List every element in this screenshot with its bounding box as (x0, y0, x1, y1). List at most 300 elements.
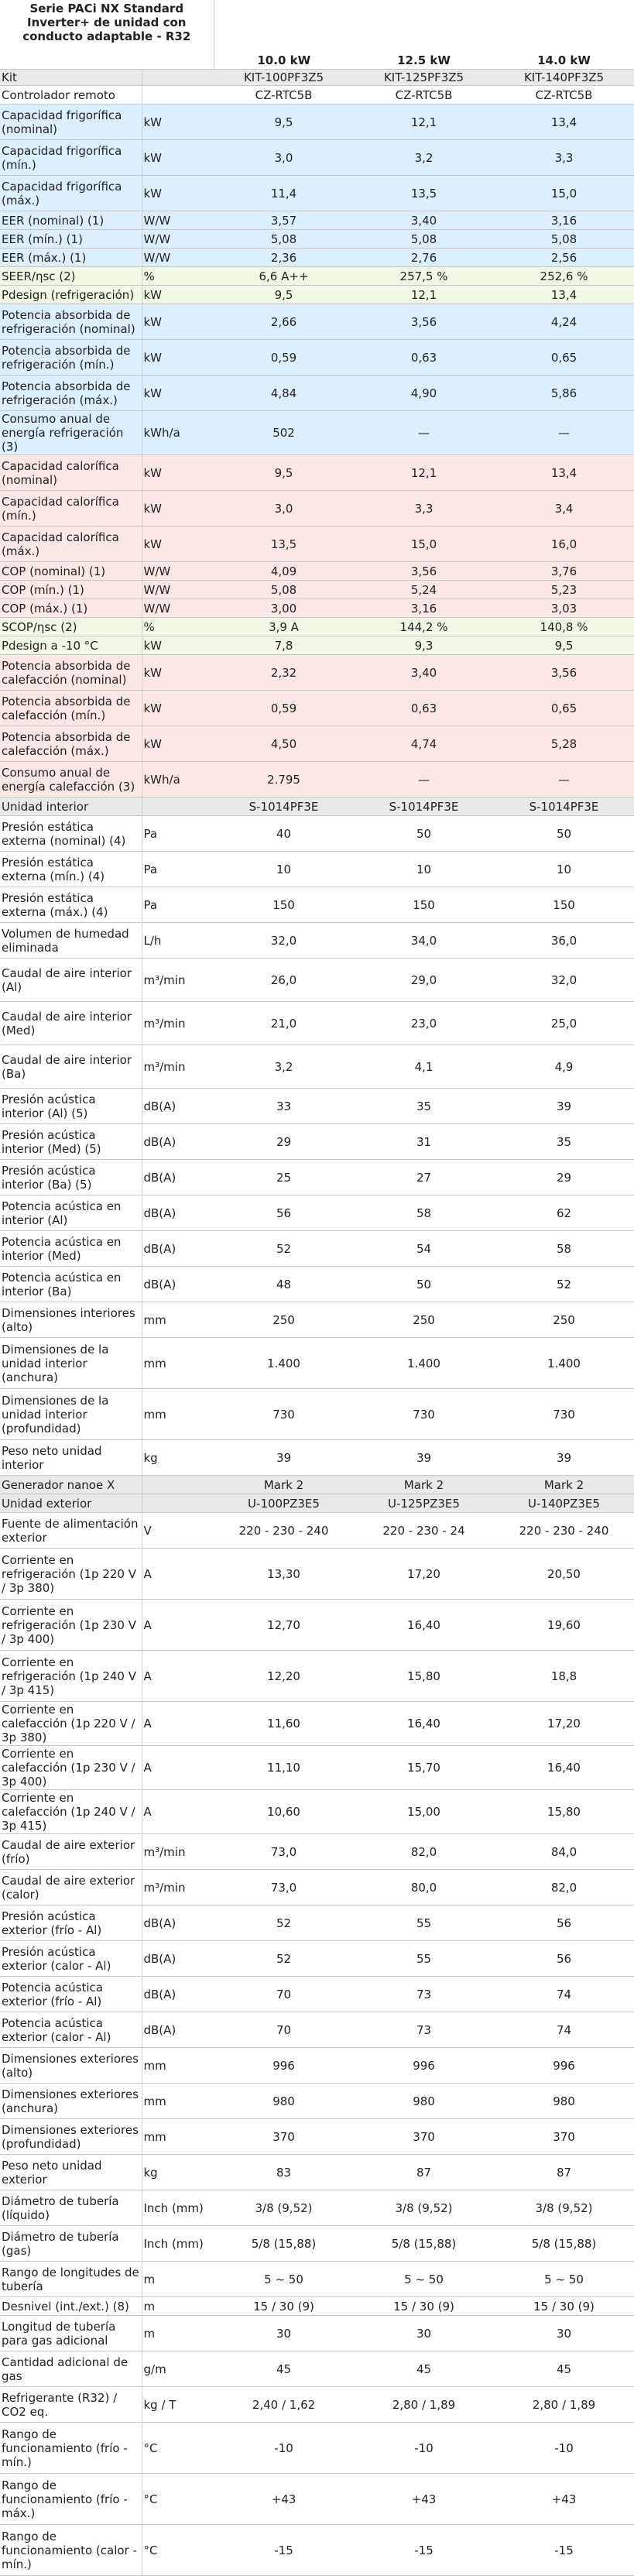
row-value: -10 (494, 2423, 634, 2474)
table-row (0, 340, 634, 376)
row-unit: mm (142, 2119, 214, 2155)
table-row (0, 176, 634, 211)
table-row (0, 2525, 634, 2576)
row-value: S-1014PF3E (214, 797, 354, 816)
row-label: EER (nominal) (1) (0, 211, 142, 230)
row-label: Capacidad calorífica (nominal) (0, 455, 142, 491)
row-label: Cantidad adicional de gas (0, 2351, 142, 2387)
table-row (0, 1790, 634, 1834)
row-unit: kW (142, 176, 214, 211)
table-row (0, 655, 634, 691)
row-value: 15,70 (354, 1746, 494, 1790)
row-value: 5,08 (494, 230, 634, 249)
row-value: 3,56 (354, 304, 494, 340)
table-row (0, 1124, 634, 1160)
table-row (0, 70, 634, 86)
row-value: 3,3 (494, 140, 634, 176)
row-value: 12,70 (214, 1600, 354, 1651)
row-value: -10 (214, 2423, 354, 2474)
row-value: 48 (214, 1267, 354, 1302)
row-value: 3,4 (494, 491, 634, 527)
row-value: 10,60 (214, 1790, 354, 1834)
row-value: 56 (494, 1941, 634, 1977)
row-label: Caudal de aire interior (Med) (0, 1002, 142, 1045)
row-unit: dB(A) (142, 1195, 214, 1231)
row-value: 10 (494, 852, 634, 887)
table-row (0, 230, 634, 249)
row-unit: g/m (142, 2351, 214, 2387)
table-row (0, 636, 634, 655)
row-unit: kg / T (142, 2387, 214, 2423)
table-row (0, 726, 634, 762)
row-value: 40 (214, 816, 354, 852)
row-value: 50 (354, 816, 494, 852)
table-row (0, 618, 634, 636)
row-value: 220 - 230 - 24 (354, 1513, 494, 1549)
row-label: EER (máx.) (1) (0, 249, 142, 267)
row-value: 9,3 (354, 636, 494, 655)
table-row (0, 816, 634, 852)
row-value: 15 / 30 (9) (494, 2297, 634, 2316)
table-row (0, 105, 634, 140)
row-value: 20,50 (494, 1549, 634, 1600)
row-unit: kW (142, 304, 214, 340)
row-value: 5,08 (214, 230, 354, 249)
row-value: Mark 2 (354, 1476, 494, 1494)
row-value: S-1014PF3E (494, 797, 634, 816)
row-value: KIT-100PF3Z5 (214, 70, 354, 86)
row-value: 0,63 (354, 340, 494, 376)
row-unit: L/h (142, 923, 214, 959)
row-label: Capacidad frigorífica (máx.) (0, 176, 142, 211)
row-label: Presión estática externa (mín.) (4) (0, 852, 142, 887)
row-value: 144,2 % (354, 618, 494, 636)
row-value: 150 (354, 887, 494, 923)
row-value: +43 (494, 2474, 634, 2525)
row-unit: m (142, 2297, 214, 2316)
row-label: Presión estática externa (máx.) (4) (0, 887, 142, 923)
row-value: 74 (494, 1977, 634, 2012)
table-row (0, 1389, 634, 1440)
row-value: 3,3 (354, 491, 494, 527)
row-label: Dimensiones de la unidad interior (anchura) (0, 1338, 142, 1389)
row-value: -15 (214, 2525, 354, 2576)
row-value: 4,09 (214, 562, 354, 581)
table-row (0, 852, 634, 887)
row-value: 3,76 (494, 562, 634, 581)
row-unit (142, 86, 214, 105)
row-value: 45 (214, 2351, 354, 2387)
row-value: 29 (214, 1124, 354, 1160)
row-label: Potencia absorbida de calefacción (nominal) (0, 655, 142, 691)
row-label: Potencia absorbida de refrigeración (nominal) (0, 304, 142, 340)
table-row (0, 1702, 634, 1746)
row-value: — (354, 411, 494, 455)
row-value: 13,4 (494, 105, 634, 140)
row-value: 3/8 (9,52) (214, 2190, 354, 2226)
row-value: 87 (494, 2155, 634, 2190)
header-row (0, 0, 634, 70)
row-value: 18,8 (494, 1651, 634, 1702)
row-value: 56 (214, 1195, 354, 1231)
row-label: Rango de funcionamiento (frío - mín.) (0, 2423, 142, 2474)
row-value: 12,1 (354, 286, 494, 304)
row-label: Rango de funcionamiento (frío - máx.) (0, 2474, 142, 2525)
row-value: 16,40 (354, 1702, 494, 1746)
row-value: 4,74 (354, 726, 494, 762)
row-unit: A (142, 1549, 214, 1600)
row-unit: W/W (142, 581, 214, 599)
row-label: COP (nominal) (1) (0, 562, 142, 581)
row-label: Capacidad frigorífica (nominal) (0, 105, 142, 140)
row-value: 1.400 (354, 1338, 494, 1389)
table-row (0, 286, 634, 304)
row-unit: V (142, 1513, 214, 1549)
row-value: 29,0 (354, 959, 494, 1002)
row-value: 502 (214, 411, 354, 455)
row-value: 5 ~ 50 (494, 2262, 634, 2297)
row-value: 73 (354, 1977, 494, 2012)
row-value: 17,20 (354, 1549, 494, 1600)
row-value: 2,40 / 1,62 (214, 2387, 354, 2423)
row-unit: Pa (142, 887, 214, 923)
row-value: 0,59 (214, 691, 354, 726)
row-value: 11,60 (214, 1702, 354, 1746)
row-unit: °C (142, 2423, 214, 2474)
row-value: 73,0 (214, 1870, 354, 1905)
row-value: -10 (354, 2423, 494, 2474)
row-label: Dimensiones exteriores (alto) (0, 2048, 142, 2084)
row-value: 5 ~ 50 (354, 2262, 494, 2297)
row-value: 52 (214, 1231, 354, 1267)
row-label: Corriente en calefacción (1p 240 V / 3p 415) (0, 1790, 142, 1834)
row-label: Caudal de aire interior (Al) (0, 959, 142, 1002)
row-value: 13,4 (494, 455, 634, 491)
row-label: Dimensiones exteriores (profundidad) (0, 2119, 142, 2155)
row-label: Potencia acústica en interior (Al) (0, 1195, 142, 1231)
table-row (0, 304, 634, 340)
row-label: Capacidad calorífica (máx.) (0, 527, 142, 562)
table-row (0, 376, 634, 411)
row-unit: Inch (mm) (142, 2226, 214, 2262)
row-value: -15 (354, 2525, 494, 2576)
row-unit: % (142, 618, 214, 636)
row-value: 39 (214, 1440, 354, 1476)
row-label: Presión acústica exterior (calor - Al) (0, 1941, 142, 1977)
row-unit (142, 70, 214, 86)
row-label: Corriente en calefacción (1p 220 V / 3p 380) (0, 1702, 142, 1746)
row-value: 13,5 (214, 527, 354, 562)
row-value: 5/8 (15,88) (354, 2226, 494, 2262)
row-label: Longitud de tubería para gas adicional (0, 2316, 142, 2351)
row-unit: A (142, 1790, 214, 1834)
table-row (0, 1600, 634, 1651)
row-value: 10 (354, 852, 494, 887)
row-value: 30 (494, 2316, 634, 2351)
row-value: 3,03 (494, 599, 634, 618)
row-unit: W/W (142, 211, 214, 230)
row-label: Fuente de alimentación exterior (0, 1513, 142, 1549)
row-value: 996 (354, 2048, 494, 2084)
table-row (0, 959, 634, 1002)
row-value: 3,0 (214, 491, 354, 527)
row-value: 4,9 (494, 1045, 634, 1089)
row-unit: % (142, 267, 214, 286)
table-row (0, 2316, 634, 2351)
row-value: 2,80 / 1,89 (494, 2387, 634, 2423)
row-label: Presión acústica interior (Med) (5) (0, 1124, 142, 1160)
row-unit: mm (142, 2084, 214, 2119)
row-value: 30 (354, 2316, 494, 2351)
row-unit: Inch (mm) (142, 2190, 214, 2226)
row-value: 32,0 (214, 923, 354, 959)
row-unit: A (142, 1702, 214, 1746)
table-row (0, 923, 634, 959)
row-value: 16,40 (354, 1600, 494, 1651)
row-value: 13,5 (354, 176, 494, 211)
row-value: 55 (354, 1941, 494, 1977)
row-value: 996 (214, 2048, 354, 2084)
row-value: 150 (494, 887, 634, 923)
row-value: 996 (494, 2048, 634, 2084)
row-value: Mark 2 (494, 1476, 634, 1494)
table-row (0, 211, 634, 230)
row-value: 33 (214, 1089, 354, 1124)
table-row (0, 2155, 634, 2190)
row-value: 13,4 (494, 286, 634, 304)
row-unit: °C (142, 2525, 214, 2576)
row-value: 54 (354, 1231, 494, 1267)
row-label: Capacidad frigorífica (mín.) (0, 140, 142, 176)
row-value: 5,28 (494, 726, 634, 762)
table-row (0, 2351, 634, 2387)
row-value: 3/8 (9,52) (354, 2190, 494, 2226)
table-row (0, 140, 634, 176)
row-label: Potencia acústica exterior (frío - Al) (0, 1977, 142, 2012)
table-row (0, 249, 634, 267)
table-row (0, 2423, 634, 2474)
row-unit: kWh/a (142, 762, 214, 797)
row-unit: dB(A) (142, 1160, 214, 1195)
row-value: 52 (214, 1905, 354, 1941)
row-value: 74 (494, 2012, 634, 2048)
row-value: 3,40 (354, 211, 494, 230)
table-row (0, 1160, 634, 1195)
table-row (0, 1338, 634, 1389)
table-row (0, 762, 634, 797)
row-value: 2.795 (214, 762, 354, 797)
row-value: 7,8 (214, 636, 354, 655)
table-row (0, 1440, 634, 1476)
row-unit: kW (142, 636, 214, 655)
row-value: CZ-RTC5B (494, 86, 634, 105)
row-value: 29 (494, 1160, 634, 1195)
row-label: COP (máx.) (1) (0, 599, 142, 618)
row-label: Presión estática externa (nominal) (4) (0, 816, 142, 852)
table-row (0, 1651, 634, 1702)
row-value: 4,1 (354, 1045, 494, 1089)
table-row (0, 1089, 634, 1124)
table-row (0, 797, 634, 816)
row-unit: mm (142, 1302, 214, 1338)
row-label: EER (mín.) (1) (0, 230, 142, 249)
row-value: 16,0 (494, 527, 634, 562)
row-label: Desnivel (int./ext.) (8) (0, 2297, 142, 2316)
row-label: Potencia acústica en interior (Ba) (0, 1267, 142, 1302)
row-value: 52 (214, 1941, 354, 1977)
row-value: 150 (214, 887, 354, 923)
table-row (0, 1549, 634, 1600)
table-row (0, 2119, 634, 2155)
row-value: 5,24 (354, 581, 494, 599)
row-value: 5,23 (494, 581, 634, 599)
table-row (0, 491, 634, 527)
row-value: 17,20 (494, 1702, 634, 1746)
row-unit: kW (142, 491, 214, 527)
row-value: 3,2 (354, 140, 494, 176)
row-unit: dB(A) (142, 1941, 214, 1977)
row-unit: kW (142, 527, 214, 562)
row-value: KIT-125PF3Z5 (354, 70, 494, 86)
capacity-header-10kw: 10.0 kW (214, 0, 354, 70)
row-label: Potencia absorbida de refrigeración (mín.) (0, 340, 142, 376)
row-value: 980 (354, 2084, 494, 2119)
table-row (0, 2084, 634, 2119)
row-value: Mark 2 (214, 1476, 354, 1494)
row-label: Capacidad calorífica (mín.) (0, 491, 142, 527)
row-label: Volumen de humedad eliminada (0, 923, 142, 959)
row-unit: mm (142, 2048, 214, 2084)
row-unit: dB(A) (142, 1977, 214, 2012)
row-value: 5,08 (354, 230, 494, 249)
row-label: Controlador remoto (0, 86, 142, 105)
row-unit: A (142, 1746, 214, 1790)
table-row (0, 2226, 634, 2262)
row-unit: kW (142, 286, 214, 304)
row-value: 4,84 (214, 376, 354, 411)
row-value: 220 - 230 - 240 (214, 1513, 354, 1549)
table-row (0, 527, 634, 562)
table-row (0, 455, 634, 491)
row-value: 12,20 (214, 1651, 354, 1702)
table-row (0, 1941, 634, 1977)
row-value: 39 (494, 1440, 634, 1476)
row-unit: m (142, 2316, 214, 2351)
row-value: 58 (494, 1231, 634, 1267)
row-unit: dB(A) (142, 2012, 214, 2048)
row-value: 730 (494, 1389, 634, 1440)
table-row (0, 887, 634, 923)
row-unit: Pa (142, 816, 214, 852)
row-label: Caudal de aire exterior (frío) (0, 1834, 142, 1870)
row-unit: m³/min (142, 1834, 214, 1870)
row-unit: Pa (142, 852, 214, 887)
row-unit: A (142, 1651, 214, 1702)
row-value: 11,10 (214, 1746, 354, 1790)
row-unit: m³/min (142, 959, 214, 1002)
row-unit: kWh/a (142, 411, 214, 455)
row-value: 980 (214, 2084, 354, 2119)
row-label: Dimensiones interiores (alto) (0, 1302, 142, 1338)
row-label: Refrigerante (R32) / CO2 eq. (0, 2387, 142, 2423)
row-value: — (494, 411, 634, 455)
table-row (0, 1267, 634, 1302)
row-unit: m (142, 2262, 214, 2297)
row-value: 980 (494, 2084, 634, 2119)
row-value: -15 (494, 2525, 634, 2576)
table-row (0, 1195, 634, 1231)
row-label: Corriente en refrigeración (1p 230 V / 3p 400) (0, 1600, 142, 1651)
row-value: 3,40 (354, 655, 494, 691)
row-unit: A (142, 1600, 214, 1651)
table-row (0, 2012, 634, 2048)
row-unit: kg (142, 2155, 214, 2190)
row-value: 3,16 (494, 211, 634, 230)
table-row (0, 1513, 634, 1549)
row-value: 70 (214, 2012, 354, 2048)
row-value: 4,24 (494, 304, 634, 340)
row-label: Caudal de aire interior (Ba) (0, 1045, 142, 1089)
row-value: 1.400 (214, 1338, 354, 1389)
row-value: U-100PZ3E5 (214, 1494, 354, 1513)
row-value: 15 / 30 (9) (214, 2297, 354, 2316)
row-value: — (494, 762, 634, 797)
row-value: 0,65 (494, 691, 634, 726)
row-value: 250 (214, 1302, 354, 1338)
row-value: 16,40 (494, 1746, 634, 1790)
row-label: Rango de funcionamiento (calor - mín.) (0, 2525, 142, 2576)
row-value: 370 (214, 2119, 354, 2155)
row-value: CZ-RTC5B (214, 86, 354, 105)
row-value: 83 (214, 2155, 354, 2190)
row-label: Dimensiones exteriores (anchura) (0, 2084, 142, 2119)
row-label: Potencia acústica exterior (calor - Al) (0, 2012, 142, 2048)
table-row (0, 1045, 634, 1089)
row-unit: dB(A) (142, 1089, 214, 1124)
row-unit: mm (142, 1389, 214, 1440)
row-label: Presión acústica exterior (frío - Al) (0, 1905, 142, 1941)
row-value: 58 (354, 1195, 494, 1231)
row-label: Rango de longitudes de tubería (0, 2262, 142, 2297)
row-unit: W/W (142, 249, 214, 267)
row-label: Potencia absorbida de refrigeración (máx.) (0, 376, 142, 411)
row-value: 13,30 (214, 1549, 354, 1600)
row-unit: m³/min (142, 1045, 214, 1089)
table-row (0, 1905, 634, 1941)
row-value: 0,59 (214, 340, 354, 376)
row-value: 3/8 (9,52) (494, 2190, 634, 2226)
row-unit: dB(A) (142, 1905, 214, 1941)
table-row (0, 2262, 634, 2297)
row-unit (142, 797, 214, 816)
row-value: 2,66 (214, 304, 354, 340)
row-value: 23,0 (354, 1002, 494, 1045)
row-value: U-140PZ3E5 (494, 1494, 634, 1513)
row-value: 56 (494, 1905, 634, 1941)
row-value: 9,5 (214, 286, 354, 304)
table-row (0, 562, 634, 581)
table-row (0, 86, 634, 105)
row-label: Presión acústica interior (Al) (5) (0, 1089, 142, 1124)
table-row (0, 2474, 634, 2525)
row-label: Potencia absorbida de calefacción (mín.) (0, 691, 142, 726)
row-label: Presión acústica interior (Ba) (5) (0, 1160, 142, 1195)
row-label: Consumo anual de energía calefacción (3) (0, 762, 142, 797)
row-value: 52 (494, 1267, 634, 1302)
row-value: 34,0 (354, 923, 494, 959)
row-value: 0,65 (494, 340, 634, 376)
row-value: 12,1 (354, 105, 494, 140)
